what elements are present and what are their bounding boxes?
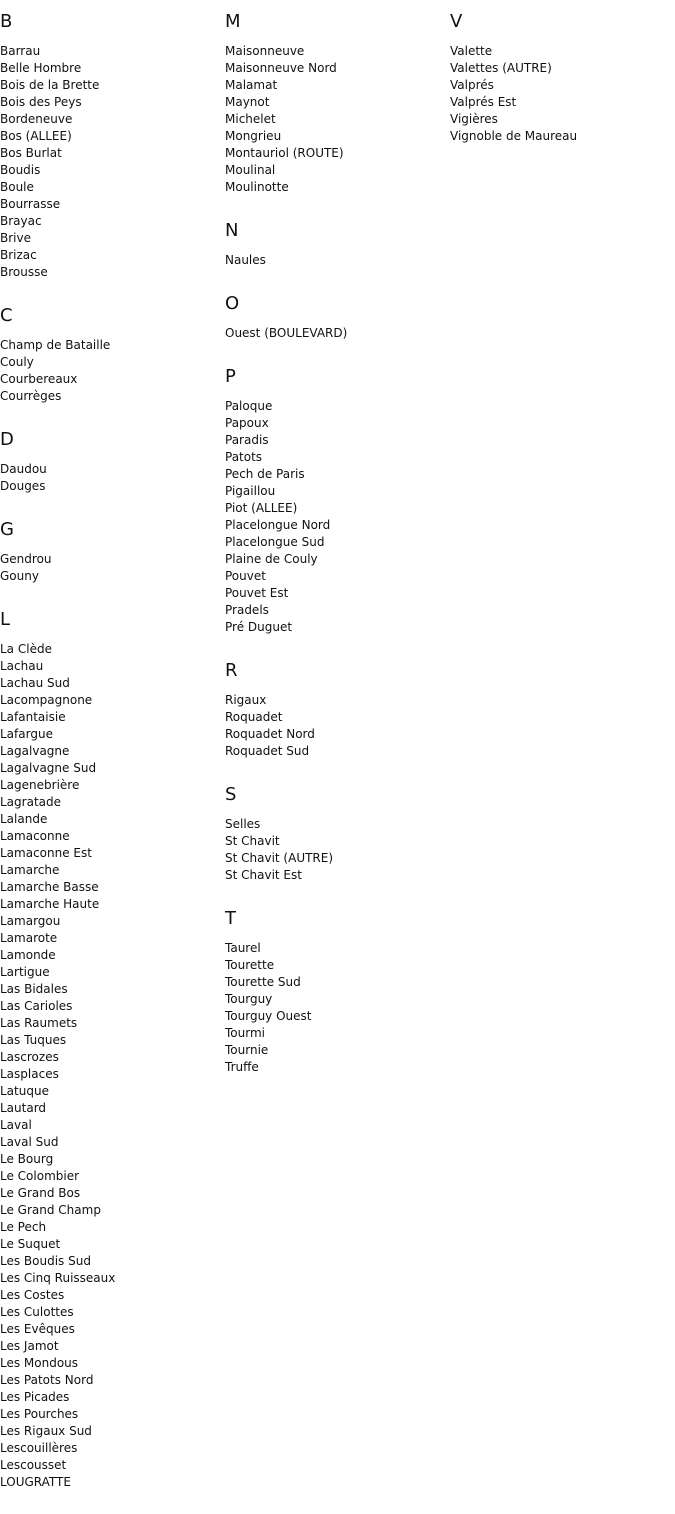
street-link[interactable]: Moulinal xyxy=(225,163,276,177)
street-link[interactable]: Bos (ALLEE) xyxy=(0,129,72,143)
street-link[interactable]: St Chavit Est xyxy=(225,868,302,882)
street-link[interactable]: Les Cinq Ruisseaux xyxy=(0,1271,116,1285)
street-link[interactable]: Valprés Est xyxy=(450,95,517,109)
section-letter-heading: D xyxy=(0,429,14,450)
letter-section xyxy=(225,659,435,760)
street-link[interactable]: Lamarche Haute xyxy=(0,897,100,911)
street-link[interactable]: Piot (ALLEE) xyxy=(225,501,298,515)
street-link[interactable]: Lafantaisie xyxy=(0,710,66,724)
street-link[interactable]: Pech de Paris xyxy=(225,467,305,481)
street-link[interactable]: Les Pourches xyxy=(0,1407,79,1421)
street-link[interactable]: Brizac xyxy=(0,248,37,262)
section-letter-heading: T xyxy=(225,908,236,929)
street-link[interactable]: Tourguy xyxy=(225,992,273,1006)
street-link[interactable]: Couly xyxy=(0,355,34,369)
street-link[interactable]: Plaine de Couly xyxy=(225,552,318,566)
street-link[interactable]: Les Boudis Sud xyxy=(0,1254,91,1268)
street-list xyxy=(0,641,210,1491)
street-link[interactable]: Roquadet Sud xyxy=(225,744,310,758)
street-list xyxy=(225,252,435,269)
street-link[interactable]: Boudis xyxy=(0,163,41,177)
street-link[interactable]: Brousse xyxy=(0,265,48,279)
street-link[interactable]: Les Picades xyxy=(0,1390,70,1404)
street-link[interactable]: Les Patots Nord xyxy=(0,1373,94,1387)
column-1 xyxy=(0,10,210,1514)
street-link[interactable]: Tourmi xyxy=(225,1026,265,1040)
street-link[interactable]: Les Jamot xyxy=(0,1339,59,1353)
street-link[interactable]: Brayac xyxy=(0,214,42,228)
street-link[interactable]: Le Grand Champ xyxy=(0,1203,101,1217)
letter-section xyxy=(225,907,435,1076)
street-link[interactable]: Maisonneuve Nord xyxy=(225,61,337,75)
section-letter-heading: B xyxy=(0,11,13,32)
street-link[interactable]: Maynot xyxy=(225,95,270,109)
street-link[interactable]: Lachau Sud xyxy=(0,676,70,690)
street-link[interactable]: Valprés xyxy=(450,78,494,92)
street-link[interactable]: Tournie xyxy=(225,1043,269,1057)
street-link[interactable]: Maisonneuve xyxy=(225,44,305,58)
street-link[interactable]: Lescouillères xyxy=(0,1441,78,1455)
street-list xyxy=(0,551,210,585)
section-letter-heading: O xyxy=(225,293,240,314)
street-link[interactable]: Champ de Bataille xyxy=(0,338,111,352)
street-link[interactable]: Lamarche xyxy=(0,863,60,877)
street-link[interactable]: Laval Sud xyxy=(0,1135,59,1149)
letter-section xyxy=(0,428,210,495)
street-link[interactable]: Mongrieu xyxy=(225,129,282,143)
street-link[interactable]: Bois des Peys xyxy=(0,95,82,109)
street-link[interactable]: Bordeneuve xyxy=(0,112,73,126)
street-link[interactable]: Lasplaces xyxy=(0,1067,59,1081)
street-list xyxy=(450,43,660,145)
letter-section xyxy=(225,783,435,884)
street-list xyxy=(0,337,210,405)
street-link[interactable]: Las Tuques xyxy=(0,1033,67,1047)
street-link[interactable]: Ouest (BOULEVARD) xyxy=(225,326,348,340)
column-3 xyxy=(450,10,660,168)
street-link[interactable]: Paradis xyxy=(225,433,269,447)
street-link[interactable]: Lafargue xyxy=(0,727,53,741)
street-link[interactable]: Les Rigaux Sud xyxy=(0,1424,92,1438)
letter-section xyxy=(450,10,660,145)
street-link[interactable]: Latuque xyxy=(0,1084,49,1098)
street-link[interactable]: Lamargou xyxy=(0,914,61,928)
street-link[interactable]: Papoux xyxy=(225,416,269,430)
street-link[interactable]: Les Culottes xyxy=(0,1305,74,1319)
letter-section xyxy=(0,518,210,585)
street-list xyxy=(225,43,435,196)
street-link[interactable]: Tourette xyxy=(225,958,275,972)
letter-section xyxy=(0,608,210,1491)
street-link[interactable]: Courrèges xyxy=(0,389,62,403)
section-letter-heading: G xyxy=(0,519,14,540)
street-link[interactable]: Rigaux xyxy=(225,693,267,707)
street-link[interactable]: Lagalvagne xyxy=(0,744,70,758)
street-link[interactable]: Bos Burlat xyxy=(0,146,62,160)
street-link[interactable]: Douges xyxy=(0,479,46,493)
street-link[interactable]: Le Pech xyxy=(0,1220,47,1234)
street-link[interactable]: Le Colombier xyxy=(0,1169,80,1183)
street-link[interactable]: Roquadet Nord xyxy=(225,727,315,741)
street-link[interactable]: Valette xyxy=(450,44,493,58)
street-link[interactable]: Lamaconne Est xyxy=(0,846,92,860)
street-link[interactable]: Moulinotte xyxy=(225,180,289,194)
street-link[interactable]: Naules xyxy=(225,253,266,267)
section-letter-heading: L xyxy=(0,609,11,630)
letter-section xyxy=(225,10,435,196)
street-link[interactable]: Vignoble de Maureau xyxy=(450,129,578,143)
street-link[interactable]: Taurel xyxy=(225,941,261,955)
street-link[interactable]: Placelongue Sud xyxy=(225,535,325,549)
street-link[interactable]: Las Raumets xyxy=(0,1016,78,1030)
street-link[interactable]: La Clède xyxy=(0,642,52,656)
section-letter-heading: V xyxy=(450,11,463,32)
street-list xyxy=(0,461,210,495)
street-link[interactable]: Lamarote xyxy=(0,931,58,945)
letter-section xyxy=(225,292,435,342)
street-link[interactable]: Lamaconne xyxy=(0,829,70,843)
street-link[interactable]: Michelet xyxy=(225,112,276,126)
letter-section xyxy=(225,365,435,636)
street-list xyxy=(0,43,210,281)
street-link[interactable]: Lamarche Basse xyxy=(0,880,99,894)
street-link[interactable]: Valettes (AUTRE) xyxy=(450,61,552,75)
street-link[interactable]: Tourguy Ouest xyxy=(225,1009,312,1023)
street-link[interactable]: Bois de la Brette xyxy=(0,78,100,92)
street-link[interactable]: Les Mondous xyxy=(0,1356,79,1370)
street-link[interactable]: LOUGRATTE xyxy=(0,1475,71,1489)
street-link[interactable]: Malamat xyxy=(225,78,278,92)
street-link[interactable]: Pouvet xyxy=(225,569,266,583)
street-link[interactable]: Lagenebrière xyxy=(0,778,80,792)
street-link[interactable]: Lagalvagne Sud xyxy=(0,761,97,775)
street-link[interactable]: Les Evêques xyxy=(0,1322,75,1336)
street-link[interactable]: Bourrasse xyxy=(0,197,61,211)
section-letter-heading: R xyxy=(225,660,238,681)
street-link[interactable]: Lautard xyxy=(0,1101,47,1115)
street-link[interactable]: Les Costes xyxy=(0,1288,65,1302)
letter-section xyxy=(225,219,435,269)
street-link[interactable]: Patots xyxy=(225,450,263,464)
street-link[interactable]: Lamonde xyxy=(0,948,56,962)
street-link[interactable]: Pradels xyxy=(225,603,269,617)
street-link[interactable]: Roquadet xyxy=(225,710,283,724)
street-link[interactable]: Gendrou xyxy=(0,552,52,566)
street-link[interactable]: Daudou xyxy=(0,462,47,476)
street-list xyxy=(225,325,435,342)
street-link[interactable]: Lartigue xyxy=(0,965,50,979)
column-2 xyxy=(225,10,435,1099)
section-letter-heading: P xyxy=(225,366,236,387)
street-link[interactable]: Barrau xyxy=(0,44,41,58)
street-link[interactable]: Pré Duguet xyxy=(225,620,293,634)
street-link[interactable]: Tourette Sud xyxy=(225,975,301,989)
street-list xyxy=(225,940,435,1076)
street-link[interactable]: Vigières xyxy=(450,112,498,126)
street-link[interactable]: St Chavit (AUTRE) xyxy=(225,851,334,865)
street-link[interactable]: Paloque xyxy=(225,399,273,413)
street-link[interactable]: Belle Hombre xyxy=(0,61,82,75)
section-letter-heading: N xyxy=(225,220,239,241)
street-link[interactable]: Pigaillou xyxy=(225,484,276,498)
street-list xyxy=(225,398,435,636)
section-letter-heading: M xyxy=(225,11,241,32)
letter-section xyxy=(0,10,210,281)
street-link[interactable]: Courbereaux xyxy=(0,372,78,386)
letter-section xyxy=(0,304,210,405)
street-link[interactable]: Lacompagnone xyxy=(0,693,93,707)
street-link[interactable]: Pouvet Est xyxy=(225,586,289,600)
section-letter-heading: C xyxy=(0,305,13,326)
street-link[interactable]: Placelongue Nord xyxy=(225,518,331,532)
street-link[interactable]: Lescousset xyxy=(0,1458,67,1472)
street-link[interactable]: Selles xyxy=(225,817,261,831)
street-list xyxy=(225,692,435,760)
street-link[interactable]: Brive xyxy=(0,231,31,245)
street-link[interactable]: Lalande xyxy=(0,812,48,826)
street-link[interactable]: Las Bidales xyxy=(0,982,68,996)
street-link[interactable]: Boule xyxy=(0,180,34,194)
street-link[interactable]: Laval xyxy=(0,1118,32,1132)
street-link[interactable]: St Chavit xyxy=(225,834,280,848)
street-link[interactable]: Lachau xyxy=(0,659,44,673)
street-link[interactable]: Le Bourg xyxy=(0,1152,54,1166)
street-link[interactable]: Le Grand Bos xyxy=(0,1186,81,1200)
street-link[interactable]: Truffe xyxy=(225,1060,259,1074)
section-letter-heading: S xyxy=(225,784,237,805)
street-link[interactable]: Lascrozes xyxy=(0,1050,59,1064)
street-link[interactable]: Montauriol (ROUTE) xyxy=(225,146,344,160)
street-link[interactable]: Gouny xyxy=(0,569,39,583)
street-list xyxy=(225,816,435,884)
street-link[interactable]: Las Carioles xyxy=(0,999,73,1013)
street-link[interactable]: Lagratade xyxy=(0,795,62,809)
street-link[interactable]: Le Suquet xyxy=(0,1237,61,1251)
